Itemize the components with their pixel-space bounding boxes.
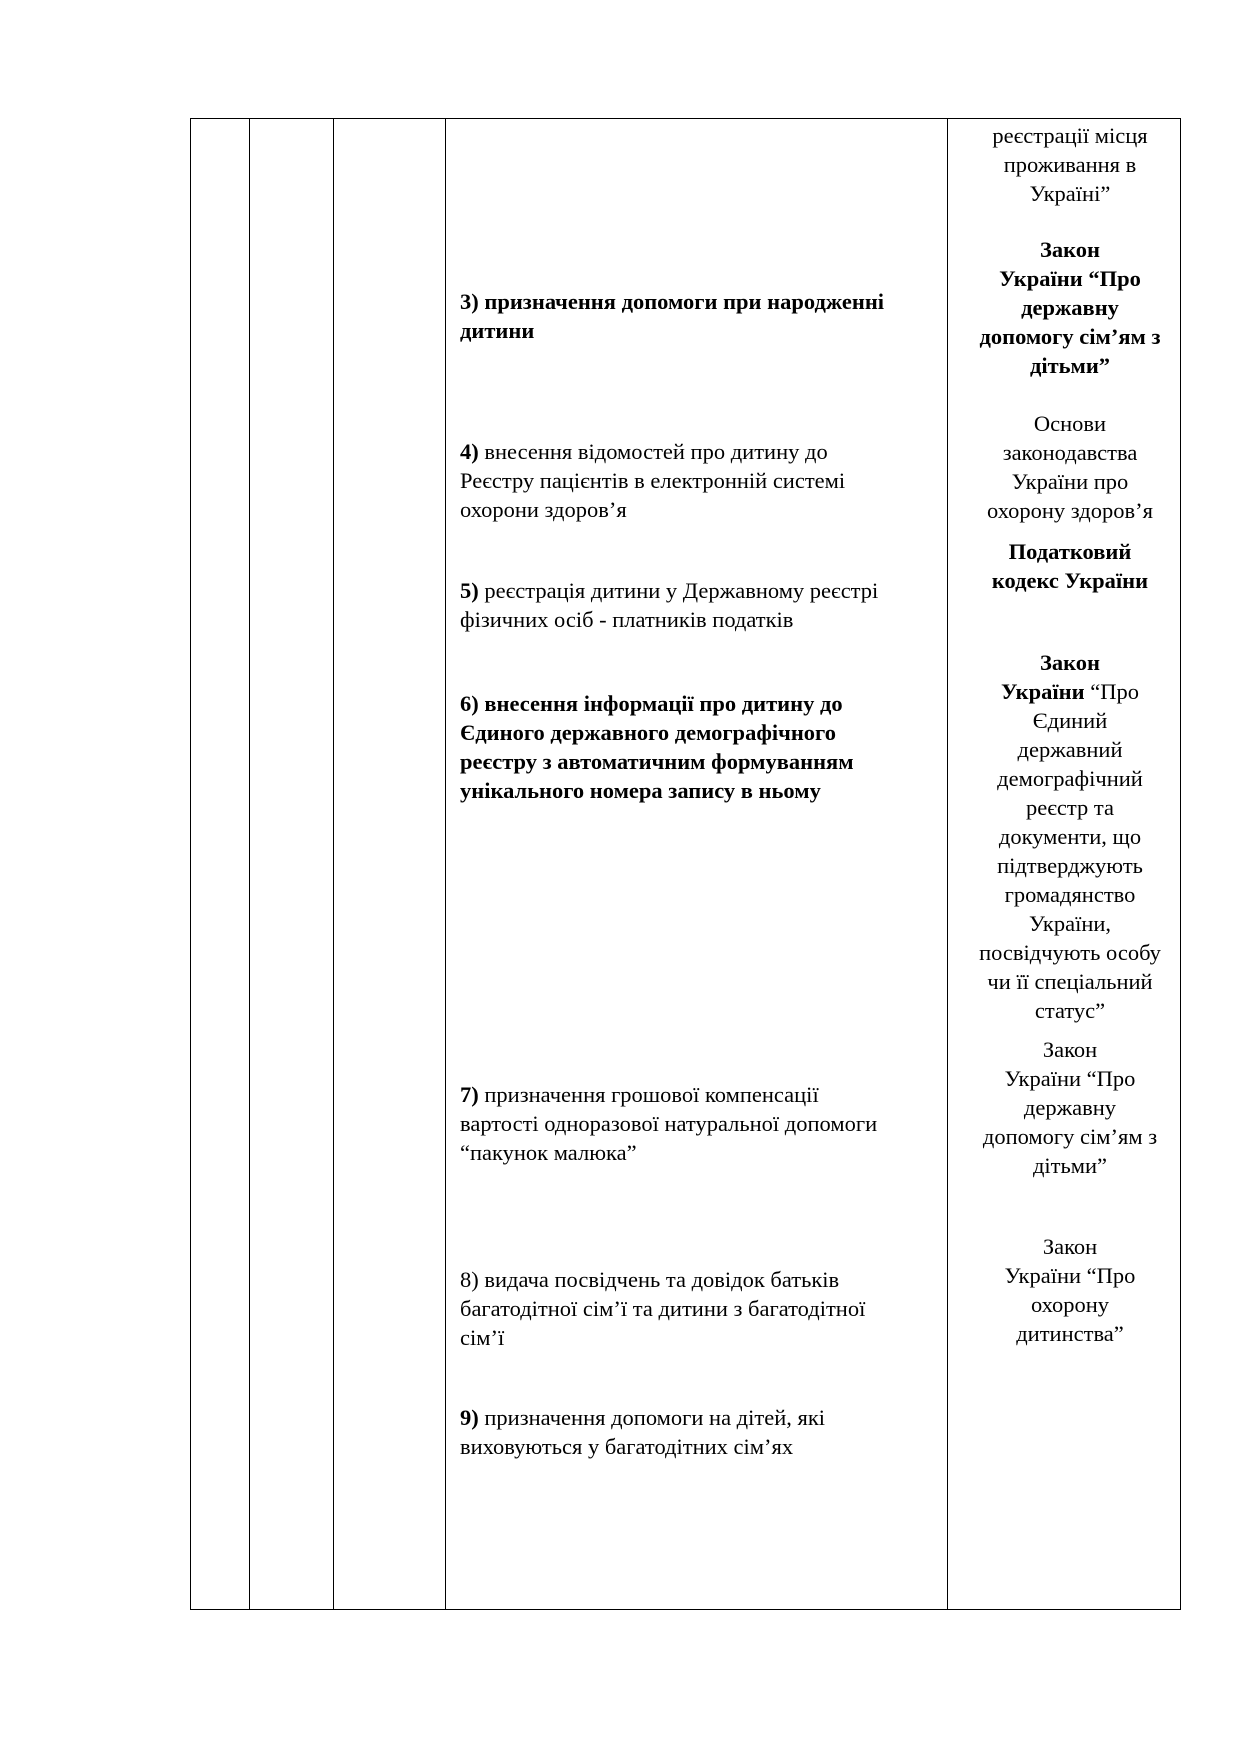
law-4-line-6: реєстр та	[1026, 795, 1114, 820]
column-divider-4	[947, 118, 948, 1610]
item-8-line-2: багатодітної сім’ї та дитини з багатодітної	[460, 1296, 866, 1321]
law-2-line-4: охорону здоров’я	[987, 498, 1153, 523]
law-1-line-1: Закон	[1039, 237, 1100, 262]
law-4-line-4: державний	[1017, 737, 1123, 762]
item-5-line-1: реєстрація дитини у Державному реєстрі	[484, 578, 879, 603]
law-4-line-5: демографічний	[997, 766, 1143, 791]
item-3-line-1: 3) призначення допомоги при народженні	[460, 289, 885, 314]
law-4-line-12: чи її спеціальний	[987, 969, 1153, 994]
law-4-line-7: документи, що	[998, 824, 1142, 849]
law-4-line-9: громадянство	[1004, 882, 1136, 907]
item-6-line-2: Єдиного державного демографічного	[460, 720, 836, 745]
legal-basis-tax-code	[960, 537, 1180, 595]
law-4-line-3: Єдиний	[1032, 708, 1108, 733]
item-9-line-2: виховуються у багатодітних сім’ях	[460, 1434, 794, 1459]
law-0-line-3: Україні”	[1029, 181, 1111, 206]
item-9-line-1: призначення допомоги на дітей, які	[484, 1405, 826, 1430]
item-8-line-1: 8) видача посвідчень та довідок батьків	[460, 1267, 840, 1292]
law-5-line-3: державну	[1023, 1095, 1117, 1120]
law-1-line-2: України “Про	[999, 266, 1141, 291]
item-6-line-1: 6) внесення інформації про дитину до	[460, 691, 843, 716]
law-6-line-1: Закон	[1042, 1234, 1098, 1259]
item-3-line-2: дитини	[460, 318, 535, 343]
service-item-5	[460, 576, 935, 634]
item-4-line-3: охорони здоров’я	[460, 497, 627, 522]
law-5-line-1: Закон	[1042, 1037, 1098, 1062]
service-item-7	[460, 1080, 935, 1167]
law-3-line-2: кодекс України	[991, 568, 1149, 593]
law-0-line-2: проживання в	[1003, 152, 1137, 177]
law-4-line-2-bold: України	[1001, 679, 1085, 704]
law-4-line-13: статус”	[1034, 998, 1106, 1023]
service-item-4	[460, 437, 935, 524]
service-item-3	[460, 287, 935, 345]
item-5-line-2: фізичних осіб - платників податків	[460, 607, 794, 632]
service-item-9	[460, 1403, 935, 1461]
column-divider-1	[249, 118, 250, 1610]
law-4-line-10: України,	[1028, 911, 1112, 936]
item-7-line-3: “пакунок малюка”	[460, 1140, 637, 1165]
item-9-number: 9)	[460, 1405, 479, 1430]
law-1-line-4: допомогу сім’ям з	[979, 324, 1161, 349]
column-divider-2	[333, 118, 334, 1610]
law-4-line-11: посвідчують особу	[979, 940, 1161, 965]
legal-basis-family-aid	[960, 1035, 1180, 1180]
legal-basis-childhood-protection	[960, 1232, 1180, 1348]
law-0-line-1: реєстрації місця	[992, 123, 1148, 148]
legal-basis-continuation	[960, 121, 1180, 208]
service-item-6	[460, 689, 935, 805]
column-divider-3	[445, 118, 446, 1610]
law-1-line-5: дітьми”	[1029, 353, 1111, 378]
law-6-line-2: України “Про	[1004, 1263, 1136, 1288]
item-5-number: 5)	[460, 578, 479, 603]
law-5-line-5: дітьми”	[1032, 1153, 1108, 1178]
item-4-line-1: внесення відомостей про дитину до	[484, 439, 828, 464]
legal-basis-health-care	[960, 409, 1180, 525]
law-4-line-1: Закон	[1039, 650, 1100, 675]
legal-basis-family-aid-bold	[960, 235, 1180, 380]
law-5-line-4: допомогу сім’ям з	[982, 1124, 1158, 1149]
law-5-line-2: України “Про	[1004, 1066, 1136, 1091]
item-4-number: 4)	[460, 439, 479, 464]
service-item-8	[460, 1265, 935, 1352]
law-4-line-8: підтверджують	[997, 853, 1143, 878]
law-2-line-1: Основи	[1033, 411, 1107, 436]
item-7-line-2: вартості одноразової натуральної допомоги	[460, 1111, 878, 1136]
law-2-line-2: законодавства	[1002, 440, 1138, 465]
law-6-line-4: дитинства”	[1016, 1321, 1124, 1346]
item-6-line-4: унікального номера запису в ньому	[460, 778, 821, 803]
law-1-line-3: державну	[1021, 295, 1119, 320]
legal-basis-demographic-register	[960, 648, 1180, 1025]
law-6-line-3: охорону	[1030, 1292, 1110, 1317]
law-3-line-1: Податковий	[1008, 539, 1132, 564]
item-6-line-3: реєстру з автоматичним формуванням	[460, 749, 854, 774]
item-7-number: 7)	[460, 1082, 479, 1107]
law-4-line-2-rest: “Про	[1090, 679, 1139, 704]
item-7-line-1: призначення грошової компенсації	[484, 1082, 819, 1107]
item-4-line-2: Реєстру пацієнтів в електронній системі	[460, 468, 846, 493]
item-8-line-3: сім’ї	[460, 1325, 505, 1350]
law-2-line-3: України про	[1011, 469, 1129, 494]
